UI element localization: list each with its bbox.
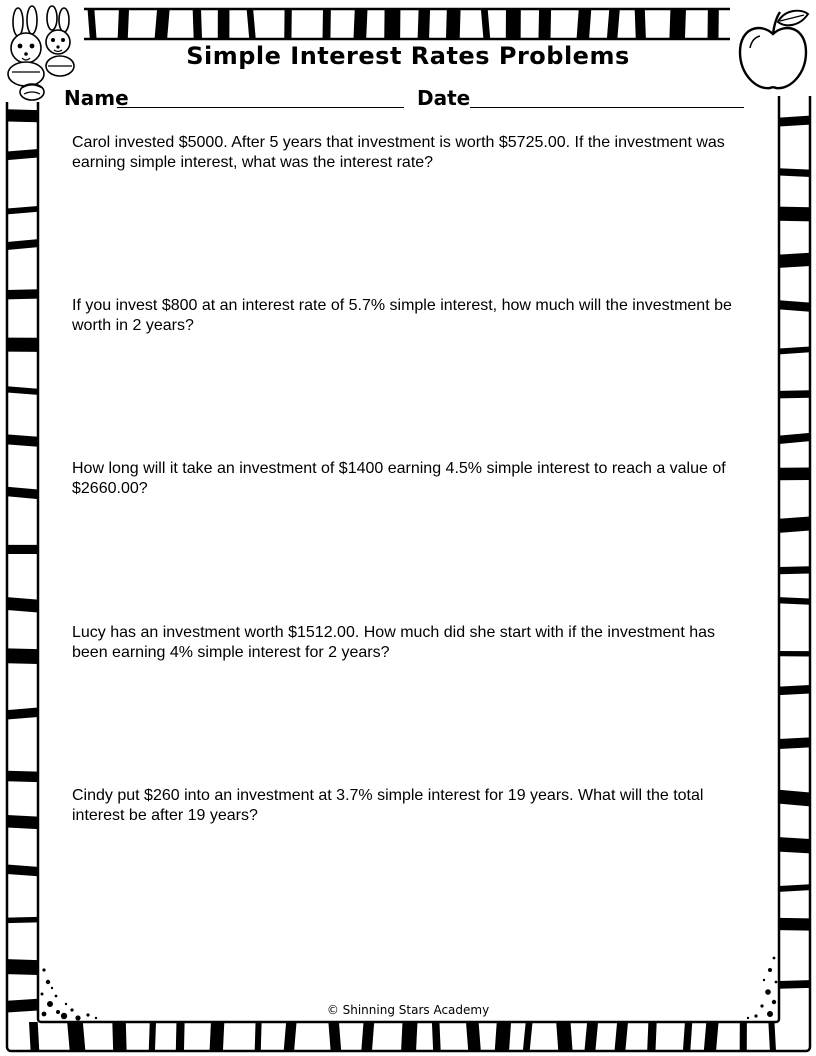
name-label: Name [64, 86, 129, 110]
problem-1: Carol invested $5000. After 5 years that investment is worth $5725.00. If the investment was earning simple interest, what was the interest rate? [72, 134, 725, 171]
problem-5: Cindy put $260 into an investment at 3.7% simple interest for 19 years. What will the total interest be after 19 years? [72, 787, 704, 824]
date-label: Date [417, 86, 471, 110]
problem-2: If you invest $800 at an interest rate of 5.7% simple interest, how much will the investment be worth in 2 years? [72, 297, 732, 334]
copyright-footer: © Shinning Stars Academy [326, 1003, 490, 1017]
date-line[interactable] [470, 107, 744, 108]
problem-3: How long will it take an investment of $1400 earning 4.5% simple interest to reach a value of $2660.00? [72, 460, 726, 497]
problem-4: Lucy has an investment worth $1512.00. How much did she start with if the investment has been earning 4% simple interest for 2 years? [72, 624, 715, 661]
name-line[interactable] [117, 107, 404, 108]
worksheet-title: Simple Interest Rates Problems [186, 42, 630, 70]
